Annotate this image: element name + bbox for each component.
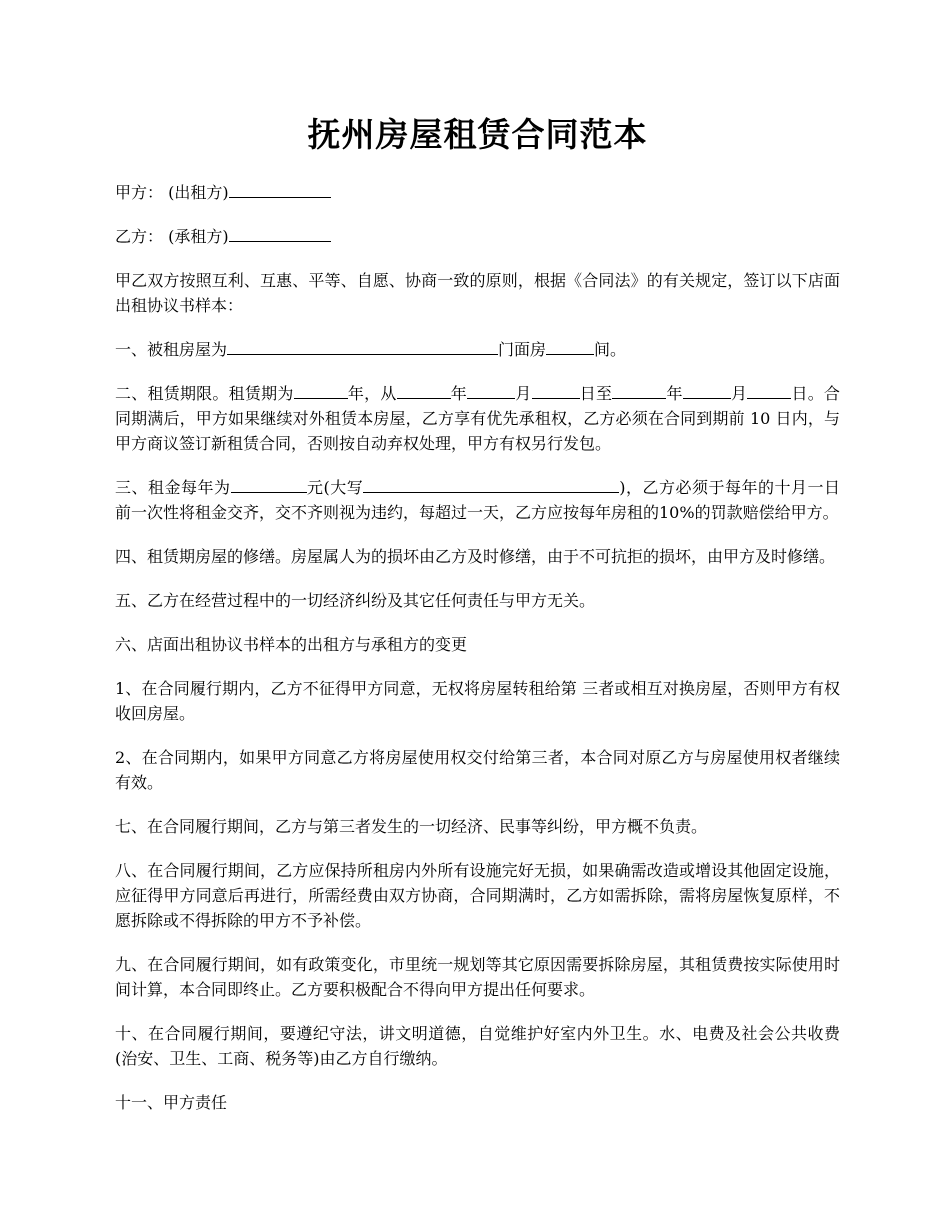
clause-2-part-6: 年	[666, 384, 683, 403]
clause-2-part-5: 日至	[579, 384, 613, 403]
clause-6: 六、店面出租协议书样本的出租方与承租方的变更	[115, 635, 468, 654]
premises-blank	[227, 337, 498, 355]
clause-2-part-4: 月	[515, 384, 532, 403]
lease-years-blank	[294, 381, 348, 399]
start-month-blank	[467, 381, 515, 399]
end-year-blank	[612, 381, 666, 399]
clause-2-part-2: 年，从	[347, 384, 397, 403]
clause-5: 五、乙方在经营过程中的一切经济纠纷及其它任何责任与甲方无关。	[115, 591, 596, 610]
party-a-blank	[229, 180, 331, 198]
clause-3-part-2: 元(大写	[306, 478, 364, 497]
rooms-blank	[546, 337, 594, 355]
document-body	[115, 180, 840, 1134]
clause-2-part-3: 年	[450, 384, 468, 403]
clause-2-part-8: 日。合同期满后，甲方如果继续对外租赁本房屋，乙方享有优先承租权，乙方必须在合同到期前 10 日内，与甲方商议签订新租赁合同，否则按自动弃权处理，甲方有权另行发包。	[115, 384, 840, 453]
rent-amount-blank	[231, 475, 307, 493]
start-day-blank	[532, 381, 580, 399]
clause-2-part-1: 二、租赁期限。租赁期为	[115, 384, 294, 403]
document-title: 抚州房屋租赁合同范本	[307, 115, 648, 154]
clause-6-2: 2、在合同期内，如果甲方同意乙方将房屋使用权交付给第三者，本合同对原乙方与房屋使用权者继续有效。	[115, 748, 840, 792]
clause-1	[115, 337, 840, 362]
clause-8: 八、在合同履行期间，乙方应保持所租房内外所有设施完好无损，如果确需改造或增设其他固定设施，应征得甲方同意后再进行，所需经费由双方协商，合同期满时，乙方如需拆除，需将房屋恢复原样，不愿拆除或不得拆除的甲方不予补偿。	[115, 861, 840, 930]
end-day-blank	[747, 381, 791, 399]
clause-3-part-3: )，乙方必须于每年的十月一日前一次性将租金交齐，交不齐则视为违约，每超过一天，乙方应按每年房租的10%的罚款赔偿给甲方。	[115, 478, 840, 522]
clause-9: 九、在合同履行期间，如有政策变化，市里统一规划等其它原因需要拆除房屋，其租赁费按实际使用时间计算，本合同即终止。乙方要积极配合不得向甲方提出任何要求。	[115, 955, 840, 999]
clause-4: 四、租赁期房屋的修缮。房屋属人为的损坏由乙方及时修缮，由于不可抗拒的损坏，由甲方及时修缮。	[115, 547, 836, 566]
clause-1-suffix: 间。	[594, 340, 627, 359]
clause-3	[115, 475, 840, 525]
clause-3-part-1: 三、租金每年为	[115, 478, 231, 497]
clause-7: 七、在合同履行期间，乙方与第三者发生的一切经济、民事等纠纷，甲方概不负责。	[115, 817, 708, 836]
clause-2-part-7: 月	[730, 384, 748, 403]
clause-1-prefix: 一、被租房屋为	[115, 340, 228, 359]
clause-1-mid: 门面房	[498, 340, 547, 359]
party-a-label: 甲方： (出租方)	[115, 183, 229, 202]
clause-6-1: 1、在合同履行期内，乙方不征得甲方同意，无权将房屋转租给第 三者或相互对换房屋，否则甲方有权收回房屋。	[115, 679, 840, 723]
start-year-blank	[397, 381, 451, 399]
clause-2	[115, 381, 840, 456]
party-b-blank	[229, 224, 331, 242]
clause-10: 十、在合同履行期间，要遵纪守法，讲文明道德，自觉维护好室内外卫生。水、电费及社会公共收费(治安、卫生、工商、税务等)由乙方自行缴纳。	[115, 1024, 840, 1068]
party-b-line	[115, 224, 840, 249]
clause-11: 十一、甲方责任	[115, 1093, 228, 1112]
rent-words-blank	[363, 475, 619, 493]
intro-paragraph: 甲乙双方按照互利、互惠、平等、自愿、协商一致的原则，根据《合同法》的有关规定，签订以下店面出租协议书样本：	[115, 271, 840, 315]
party-b-label: 乙方： (承租方)	[115, 227, 229, 246]
end-month-blank	[683, 381, 731, 399]
party-a-line	[115, 180, 840, 205]
